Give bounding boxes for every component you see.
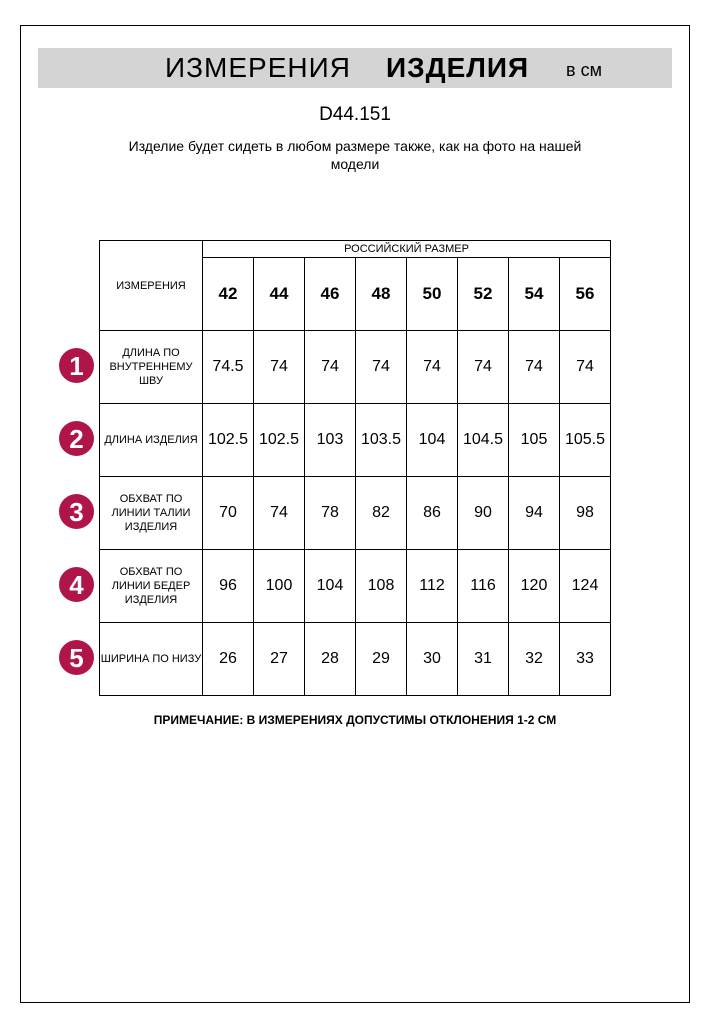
value-cell: 94: [509, 477, 560, 550]
size-header: 44: [254, 258, 305, 331]
value-cell: 104: [305, 550, 356, 623]
value-cell: 86: [407, 477, 458, 550]
value-cell: 33: [560, 623, 611, 696]
corner-label: ИЗМЕРЕНИЯ: [100, 241, 203, 331]
value-cell: 120: [509, 550, 560, 623]
value-cell: 74: [254, 477, 305, 550]
value-cell: 74: [407, 331, 458, 404]
value-cell: 112: [407, 550, 458, 623]
value-cell: 98: [560, 477, 611, 550]
value-cell: 124: [560, 550, 611, 623]
value-cell: 116: [458, 550, 509, 623]
value-cell: 104: [407, 404, 458, 477]
value-cell: 103.5: [356, 404, 407, 477]
size-group-label: РОССИЙСКИЙ РАЗМЕР: [203, 241, 611, 258]
title-unit: в см: [566, 60, 602, 80]
row-label: ШИРИНА ПО НИЗУ: [100, 623, 203, 696]
row-label: ДЛИНА ПО ВНУТРЕННЕМУ ШВУ: [100, 331, 203, 404]
table-row: [100, 404, 611, 477]
size-header: 52: [458, 258, 509, 331]
table-row: [100, 550, 611, 623]
table-row: [100, 331, 611, 404]
value-cell: 74.5: [203, 331, 254, 404]
value-cell: 29: [356, 623, 407, 696]
value-cell: 26: [203, 623, 254, 696]
size-header: 48: [356, 258, 407, 331]
value-cell: 70: [203, 477, 254, 550]
size-table: [99, 240, 611, 696]
title-product: ИЗДЕЛИЯ: [386, 52, 530, 83]
size-header: 54: [509, 258, 560, 331]
value-cell: 32: [509, 623, 560, 696]
value-cell: 28: [305, 623, 356, 696]
product-code: D44.151: [319, 104, 391, 125]
size-header: 56: [560, 258, 611, 331]
value-cell: 105.5: [560, 404, 611, 477]
table-row: [100, 623, 611, 696]
row-number-badge: 2: [59, 421, 94, 456]
value-cell: 74: [356, 331, 407, 404]
value-cell: 102.5: [254, 404, 305, 477]
row-label: ОБХВАТ ПО ЛИНИИ БЕДЕР ИЗДЕЛИЯ: [100, 550, 203, 623]
value-cell: 74: [560, 331, 611, 404]
row-number-badge: 5: [59, 640, 94, 675]
title-measurements: ИЗМЕРЕНИЯ: [165, 52, 351, 83]
row-number-badge: 3: [59, 494, 94, 529]
row-label: ДЛИНА ИЗДЕЛИЯ: [100, 404, 203, 477]
value-cell: 105: [509, 404, 560, 477]
value-cell: 100: [254, 550, 305, 623]
value-cell: 102.5: [203, 404, 254, 477]
tolerance-note: ПРИМЕЧАНИЕ: В ИЗМЕРЕНИЯХ ДОПУСТИМЫ ОТКЛОНЕНИЯ 1-2 СМ: [153, 713, 557, 727]
value-cell: 74: [254, 331, 305, 404]
row-number-badge: 4: [59, 567, 94, 602]
size-header: 42: [203, 258, 254, 331]
value-cell: 74: [509, 331, 560, 404]
value-cell: 74: [305, 331, 356, 404]
value-cell: 108: [356, 550, 407, 623]
value-cell: 90: [458, 477, 509, 550]
value-cell: 78: [305, 477, 356, 550]
value-cell: 104.5: [458, 404, 509, 477]
table-row: [100, 477, 611, 550]
size-header: 46: [305, 258, 356, 331]
value-cell: 103: [305, 404, 356, 477]
row-label: ОБХВАТ ПО ЛИНИИ ТАЛИИ ИЗДЕЛИЯ: [100, 477, 203, 550]
value-cell: 31: [458, 623, 509, 696]
value-cell: 27: [254, 623, 305, 696]
row-number-badge: 1: [59, 348, 94, 383]
value-cell: 30: [407, 623, 458, 696]
value-cell: 96: [203, 550, 254, 623]
value-cell: 74: [458, 331, 509, 404]
fit-description: Изделие будет сидеть в любом размере также, как на фото на нашей модели: [128, 138, 582, 172]
value-cell: 82: [356, 477, 407, 550]
size-header: 50: [407, 258, 458, 331]
